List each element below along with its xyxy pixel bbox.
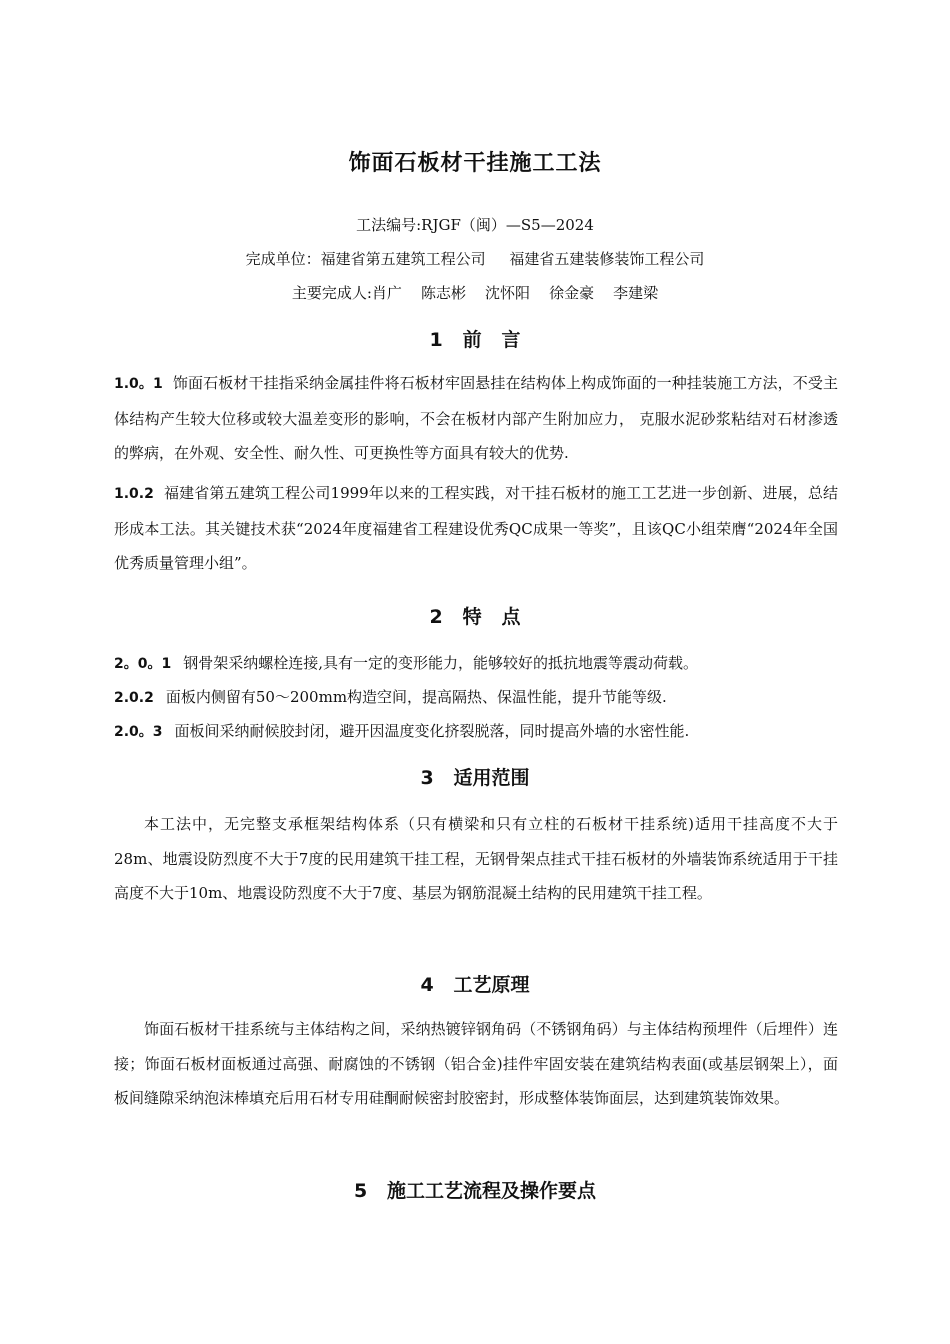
section-heading-1: 1 前 言 <box>429 329 521 351</box>
document-title: 饰面石板材干挂施工工法 <box>348 151 602 176</box>
clause-text: 饰面石板材干挂指采纳金属挂件将石板材牢固悬挂在结构体上构成饰面的一种挂装施工方法，不受主体结构产生较大位移或较大温差变形的影响，不会在板材内部产生附加应力， 克服水泥砂浆粘结对石材渗透的弊病，在外观、安全性、耐久性、可更换性等方面具有较大的优势. <box>114 374 838 462</box>
clause-text: 钢骨架采纳螺栓连接,具有一定的变形能力，能够较好的抵抗地震等震动荷载。 <box>183 654 699 672</box>
clause-text: 福建省第五建筑工程公司1999年以来的工程实践，对干挂石板材的施工工艺进一步创新、进展，总结形成本工法。其关键技术获“2024年度福建省工程建设优秀QC成果一等奖”，且该QC小组荣膺“2024年全国优秀质量管理小组”。 <box>114 484 838 572</box>
clause-number: 1.0。1 <box>114 376 163 392</box>
section-heading-4: 4 工艺原理 <box>420 974 530 996</box>
main-authors: 主要完成人:肖广 陈志彬 沈怀阳 徐金豪 李建梁 <box>291 284 659 302</box>
clause-number: 2。0。1 <box>114 656 172 672</box>
clause-1-0-1 <box>114 366 838 471</box>
section-3-body: 本工法中，无完整支承框架结构体系（只有横梁和只有立柱的石板材干挂系统)适用干挂高度不大于28m、地震设防烈度不大于7度的民用建筑干挂工程，无钢骨架点挂式干挂石板材的外墙装饰系统适用于干挂高度不大于10m、地震设防烈度不大于7度、基层为钢筋混凝土结构的民用建筑干挂工程。 <box>114 815 838 902</box>
clause-text: 面板内侧留有50～200mm构造空间，提高隔热、保温性能，提升节能等级. <box>165 688 667 706</box>
clause-number: 1.0.2 <box>114 486 154 502</box>
clause-number: 2.0。3 <box>114 724 163 740</box>
clause-text: 面板间采纳耐候胶封闭，避开因温度变化挤裂脱落，同时提高外墙的水密性能. <box>174 722 690 740</box>
clause-2-0-3 <box>114 720 838 741</box>
clause-number: 2.0.2 <box>114 690 154 706</box>
section-heading-2: 2 特 点 <box>429 606 521 628</box>
section-heading-3: 3 适用范围 <box>420 767 530 789</box>
section-heading-5: 5 施工工艺流程及操作要点 <box>353 1180 597 1202</box>
clause-2-0-1 <box>114 652 838 673</box>
clause-1-0-2 <box>114 476 838 581</box>
completing-units: 完成单位：福建省第五建筑工程公司 福建省五建装修装饰工程公司 <box>245 250 705 268</box>
section-4-body: 饰面石板材干挂系统与主体结构之间，采纳热镀锌钢角码（不锈钢角码）与主体结构预埋件（后埋件）连接；饰面石板材面板通过高强、耐腐蚀的不锈钢（铝合金)挂件牢固安装在建筑结构表面(或基层钢架上），面板间缝隙采纳泡沫棒填充后用石材专用硅酮耐候密封胶密封，形成整体装饰面层，达到建筑装饰效果。 <box>114 1020 838 1107</box>
method-code: 工法编号:RJGF（闽）—S5—2024 <box>356 216 594 234</box>
clause-2-0-2 <box>114 686 838 707</box>
